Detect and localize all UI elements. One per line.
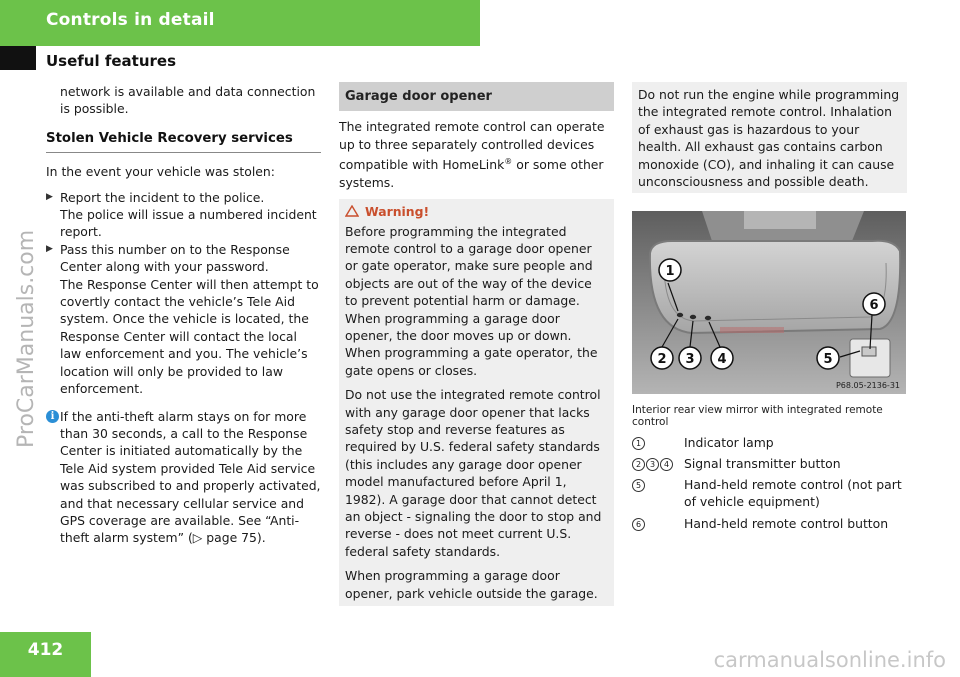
section-marker [0,46,36,70]
callout-label: 4 [717,352,727,367]
warning-box [339,199,614,606]
callout-label: 1 [665,264,675,279]
info-note [46,408,321,547]
image-caption: Interior rear view mirror with integrated remote control [632,404,883,428]
warning-paragraph: Before programming the integrated remote control to a garage door opener or gate operator, make sure people and objects are out of the way of the device to prevent potential harm or damage. When programming a garage door opener, the door moves up or down. When programming a gate operator, the gate opens or closes. [345,223,598,378]
side-watermark: ProCarManuals.com [14,229,39,448]
legend-text: Hand-held remote control (not part of vehicle equipment) [684,477,902,510]
warning-continued-box [632,82,907,193]
intro-text: network is available and data connection is possible. [60,84,316,117]
info-note-text: If the anti-theft alarm stays on for more than 30 seconds, a call to the Response Center is initiated automatically by the Tele Aid system provided Tele Aid service was subscribed to and properly activated, and that necessary cellular service and GPS coverage are available. See “Anti-theft alarm system” (▷ page 75). [60,408,321,546]
column-middle [339,82,614,606]
bullet-text: Report the incident to the police. The police will issue a numbered incident report. [60,189,317,240]
page-number: 412 [27,640,64,660]
stolen-vehicle-lead: In the event your vehicle was stolen: [46,164,275,180]
image-code: P68.05-2136-31 [835,381,900,390]
warning-continued-text: Do not run the engine while programming the integrated remote control. Inhalation of exhaust gas is hazardous to your health. All exhaust gas contains carbon monoxide (CO), and inhaling it can cause unconsciousness and possible death. [638,87,900,190]
intro-text-end: or some other systems. [339,157,604,190]
chapter-title: Controls in detail [46,10,215,30]
legend-text: Hand-held remote control button [684,516,889,531]
arrow-bullet-icon: ▶ [46,243,53,254]
section-title: Useful features [46,52,177,70]
warning-title-row [345,203,608,220]
legend-text: Signal transmitter button [684,456,841,471]
bullet-item-2 [46,241,321,398]
garage-door-heading: Garage door opener [339,82,614,111]
registered-mark: ® [504,157,513,167]
warning-paragraph: When programming a garage door opener, park vehicle outside the garage. [345,568,598,601]
warning-title: Warning! [365,204,430,220]
arrow-bullet-icon: ▶ [46,191,53,202]
legend-key: 2 3 4 [632,455,674,472]
legend-key: 6 [632,515,646,532]
callout-label: 2 [657,352,667,367]
callout-label: 3 [685,352,695,367]
garage-door-intro [339,118,614,191]
bullet-text: Pass this number on to the Response Center along with your password. The Response Center will then attempt to covertly contact the vehicle’s Tele Aid system. Once the vehicle is located, the Response Center will contact the local law enforcement and you. The vehicle’s location will only be provided to law enforcement. [60,241,319,397]
column-left [46,83,321,547]
mirror-illustration [632,211,906,394]
stolen-vehicle-heading: Stolen Vehicle Recovery services [46,130,293,146]
bullet-item-1 [46,189,321,241]
legend-key: 1 [632,434,646,451]
warning-triangle-icon [345,205,359,217]
legend-key: 5 [632,476,646,493]
intro-text: The integrated remote control can operate up to three separately controlled devices compatible with HomeLink [339,119,605,173]
callout-label: 5 [823,352,833,367]
info-icon: i [46,410,59,423]
legend-text: Indicator lamp [684,435,774,450]
callout-label: 6 [869,298,879,313]
warning-paragraph: Do not use the integrated remote control with any garage door opener that lacks safety stop and reverse features as required by U.S. federal safety standards (this includes any garage door opener model manufactured before April 1, 1982). A garage door that cannot detect an object - signaling the door to stop and reverse - does not meet current U.S. federal safety standards. [345,387,602,559]
footer-watermark: carmanualsonline.info [713,648,946,672]
mirror-drawing [632,211,906,394]
heading-rule [46,152,321,153]
